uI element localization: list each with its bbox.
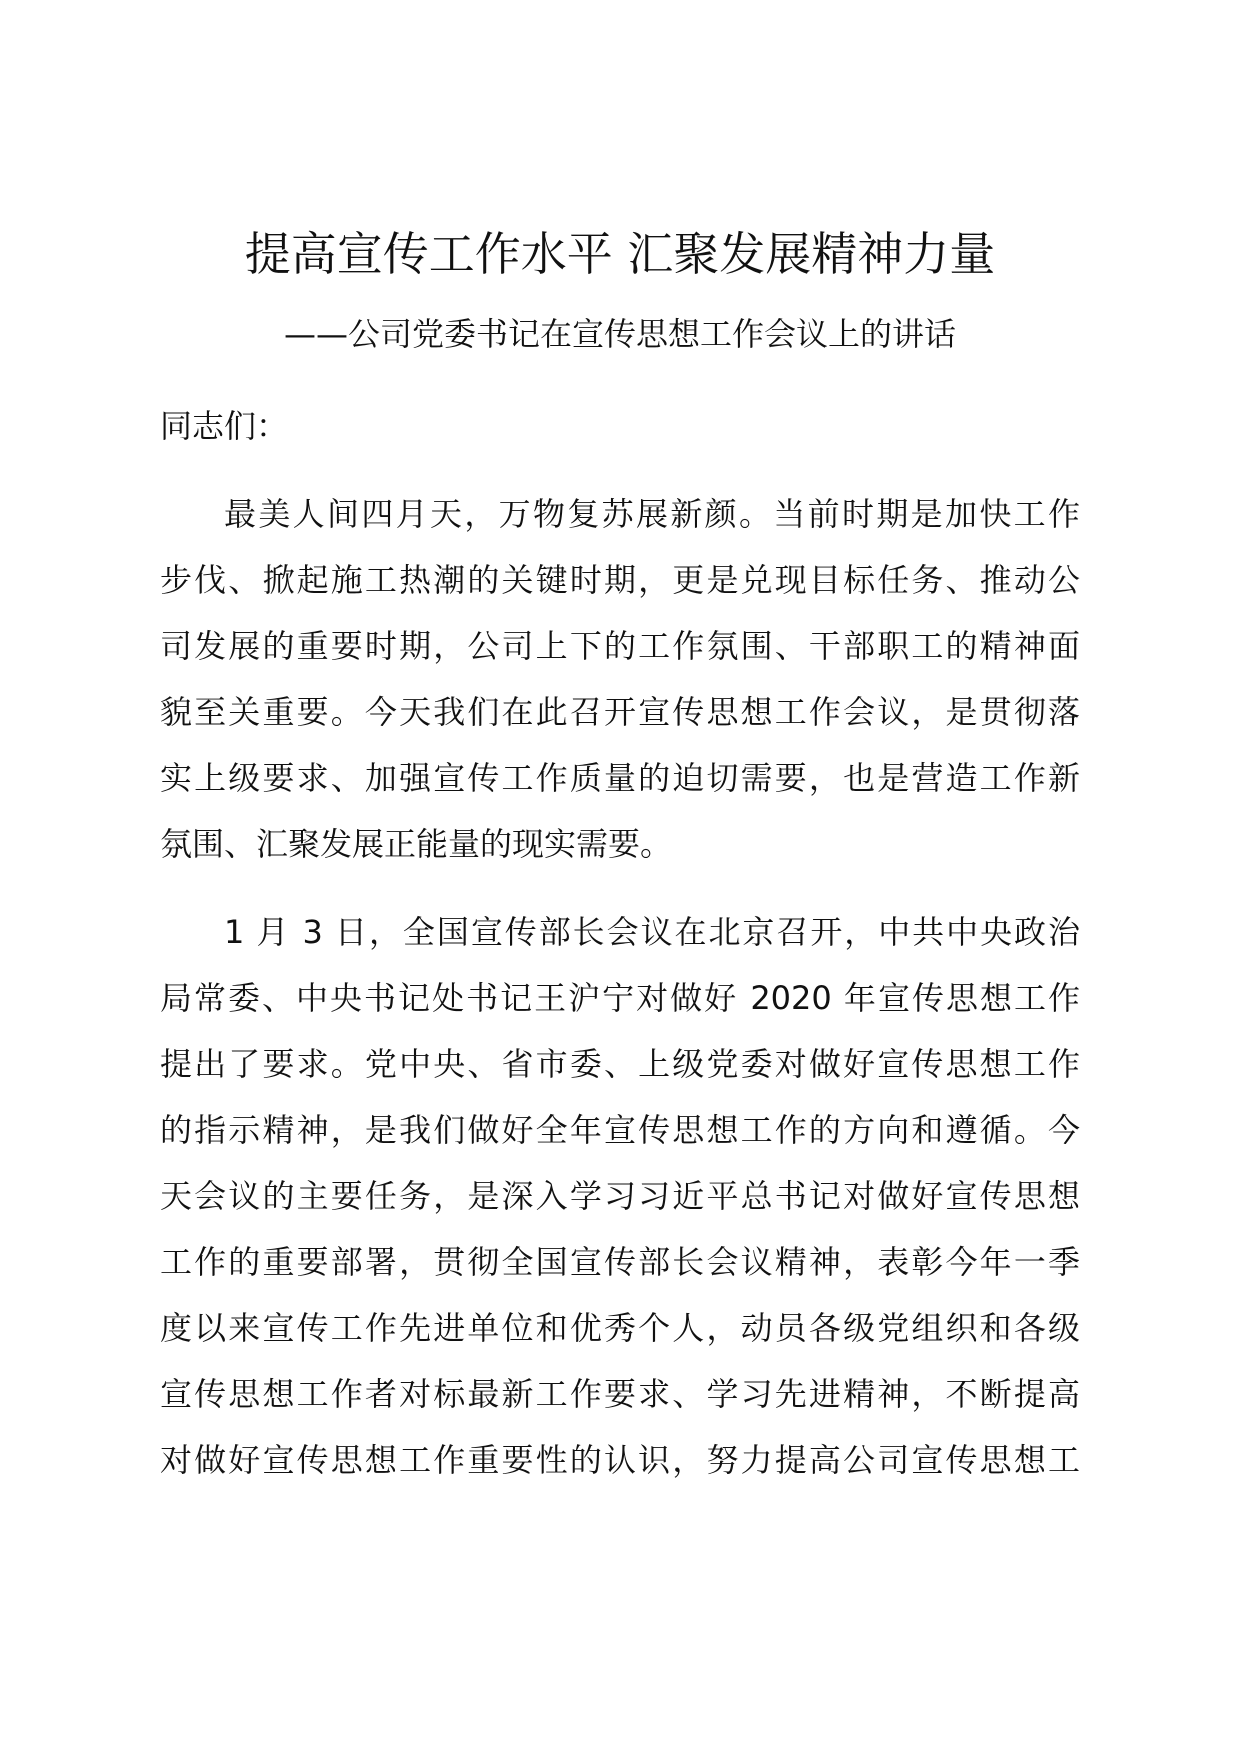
paragraph-2-line: 工作的重要部署，贯彻全国宣传部长会议精神，表彰今年一季 xyxy=(160,1243,1080,1281)
paragraph-1-line: 司发展的重要时期，公司上下的工作氛围、干部职工的精神面 xyxy=(160,627,1080,665)
paragraph-2-line: 1 月 3 日，全国宣传部长会议在北京召开，中共中央政治 xyxy=(224,913,1080,951)
paragraph-1-line: 氛围、汇聚发展正能量的现实需要。 xyxy=(160,825,673,863)
document-title: 提高宣传工作水平 汇聚发展精神力量 xyxy=(244,227,996,281)
paragraph-2-line: 对做好宣传思想工作重要性的认识，努力提高公司宣传思想工 xyxy=(160,1441,1080,1479)
paragraph-1-line: 貌至关重要。今天我们在此召开宣传思想工作会议，是贯彻落 xyxy=(160,693,1080,731)
paragraph-2-line: 局常委、中央书记处书记王沪宁对做好 2020 年宣传思想工作 xyxy=(160,979,1080,1017)
paragraph-2-line: 的指示精神，是我们做好全年宣传思想工作的方向和遵循。今 xyxy=(160,1111,1080,1149)
paragraph-1-line: 步伐、掀起施工热潮的关键时期，更是兑现目标任务、推动公 xyxy=(160,561,1080,599)
paragraph-1-line: 实上级要求、加强宣传工作质量的迫切需要，也是营造工作新 xyxy=(160,759,1080,797)
paragraph-2-line: 提出了要求。党中央、省市委、上级党委对做好宣传思想工作 xyxy=(160,1045,1080,1083)
document-subtitle: ——公司党委书记在宣传思想工作会议上的讲话 xyxy=(283,315,956,353)
paragraph-2-line: 宣传思想工作者对标最新工作要求、学习先进精神，不断提高 xyxy=(160,1375,1080,1413)
paragraph-2-line: 天会议的主要任务，是深入学习习近平总书记对做好宣传思想 xyxy=(160,1177,1080,1215)
paragraph-1-line: 最美人间四月天，万物复苏展新颜。当前时期是加快工作 xyxy=(224,495,1080,533)
salutation: 同志们： xyxy=(160,407,289,445)
paragraph-2-line: 度以来宣传工作先进单位和优秀个人，动员各级党组织和各级 xyxy=(160,1309,1080,1347)
